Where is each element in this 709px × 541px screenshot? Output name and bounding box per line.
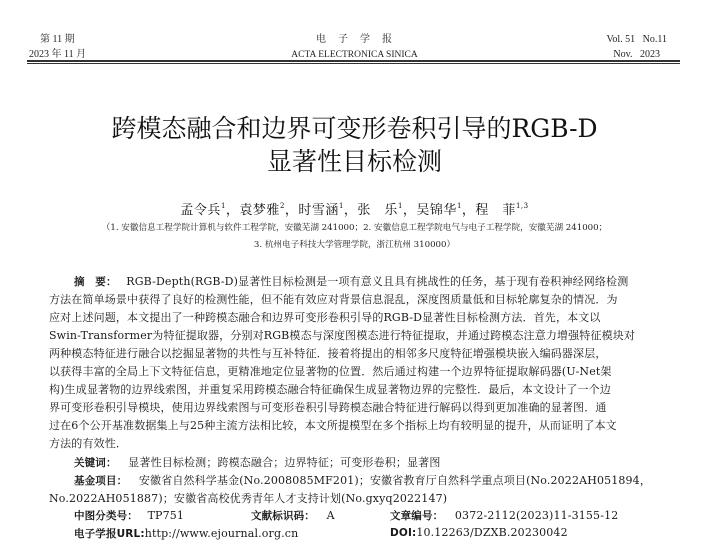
doc-code-value: A	[326, 509, 335, 522]
fund-row	[74, 472, 651, 488]
abstract-line: 方法在简单场景中获得了良好的检测性能，但不能有效应对背景信息混乱，深度图质量低和目标轮廓复杂的情况．为	[49, 293, 618, 306]
fund-label: 基金项目：	[74, 475, 128, 487]
paper-title-line1: 跨模态融合和边界可变形卷积引导的RGB-D	[111, 114, 598, 143]
journal-name-cn: 电 子 学 报	[316, 34, 393, 45]
journal-name-en: ACTA ELECTRONICA SINICA	[291, 50, 418, 60]
fund-value-line2: No.2022AH051887)；安徽省高校优秀青年人才支持计划(No.gxyq2022147)	[49, 492, 448, 505]
url-label: 电子学报URL:	[74, 528, 145, 540]
author: 程 菲$^{1,3}$	[475, 202, 529, 218]
doi-link[interactable]: 10.12263/DZXB.20230042	[416, 526, 568, 539]
fund-value-line1: 安徽省自然科学基金(No.2008085MF201)；安徽省教育厅自然科学重点项目(No.2022AH051894，	[138, 474, 651, 487]
author: 吴锦华$^1$	[416, 202, 462, 218]
abstract-line: RGB-Depth(RGB-D)显著性目标检测是一项有意义且具有挑战性的任务，基于现有卷积神经网络检测	[126, 275, 629, 288]
abstract-line: 过在6个公开基准数据集上与25种主流方法相比较，本文所提模型在多个指标上均有较明显的提升，从而证明了本文	[49, 419, 617, 432]
affiliation-line1: （1. 安徽信息工程学院计算机与软件工程学院，安徽芜湖 241000；2. 安徽信息工程学院电气与电子工程学院，安徽芜湖 241000；	[101, 223, 608, 233]
issue-number: 第 11 期	[40, 34, 75, 45]
clc-label: 中图分类号：	[74, 510, 138, 522]
keywords-value: 显著性目标检测；跨模态融合；边界特征；可变形卷积；显著图	[128, 456, 441, 469]
author: 时雪涵$^1$	[298, 202, 344, 218]
journal-url-link[interactable]: http://www.ejournal.org.cn	[144, 527, 299, 540]
abstract-line: 以获得丰富的全局上下文特征信息，更精准地定位显著物的位置．然后通过构建一个边界特征提取解码器(U-Net架	[49, 365, 612, 378]
keywords-label: 关键词：	[74, 457, 117, 469]
author: 袁梦雅$^2$	[239, 202, 285, 218]
header-rule-thin	[27, 63, 680, 64]
abstract-line: 应对上述问题，本文提出了一种跨模态融合和边界可变形卷积引导的RGB-D显著性目标检测方法．首先，本文以	[49, 311, 601, 324]
doc-code-label: 文献标识码：	[251, 510, 315, 522]
clc-row	[74, 508, 184, 523]
doi-label: DOI:	[390, 527, 417, 539]
abstract-line: Swin-Transformer为特征提取器，分别对RGB模态与深度图模态进行特征提取，并通过跨模态注意力增强特征模块对	[49, 329, 636, 342]
article-no-value: 0372-2112(2023)11-3155-12	[454, 509, 619, 522]
keywords-row	[74, 454, 440, 470]
author: 张 乐$^1$	[357, 202, 403, 218]
abstract-line: 两种模态特征进行融合以挖掘显著物的共性与互补特征．接着将提出的相邻多尺度特征增强模块嵌入编码器深层，	[49, 347, 607, 360]
author-list: 孟令兵$^1$，袁梦雅$^2$，时雪涵$^1$，张 乐$^1$，吴锦华$^1$，程 菲$^{1,3}$	[180, 202, 529, 218]
article-no-row	[390, 508, 618, 523]
doc-code-row	[251, 508, 335, 523]
abstract-line: 构)生成显著物的边界线索图，并重复采用跨模态融合特征确保生成显著物边界的完整性．最后，本文设计了一个边	[49, 383, 611, 396]
volume-number: Vol. 51 No.11	[606, 34, 667, 45]
abstract-label: 摘 要：	[74, 276, 117, 288]
author: 孟令兵$^1$	[180, 202, 226, 218]
abstract-line: 界可变形卷积引导模块，使用边界线索图与可变形卷积引导跨模态融合特征进行解码以得到更加准确的显著图．通	[49, 401, 607, 414]
doi-row	[390, 526, 568, 539]
article-no-label: 文章编号：	[390, 510, 444, 522]
clc-value: TP751	[147, 509, 185, 522]
header-rule-thick	[27, 60, 680, 62]
abstract-line: 方法的有效性．	[49, 437, 128, 450]
issue-date-cn: 2023 年 11 月	[29, 49, 87, 60]
url-row	[74, 526, 298, 541]
paper-title-line2: 显著性目标检测	[266, 147, 442, 176]
issue-date-en: Nov. 2023	[613, 49, 660, 60]
affiliation-line2: 3. 杭州电子科技大学管理学院，浙江杭州 310000）	[253, 240, 456, 250]
